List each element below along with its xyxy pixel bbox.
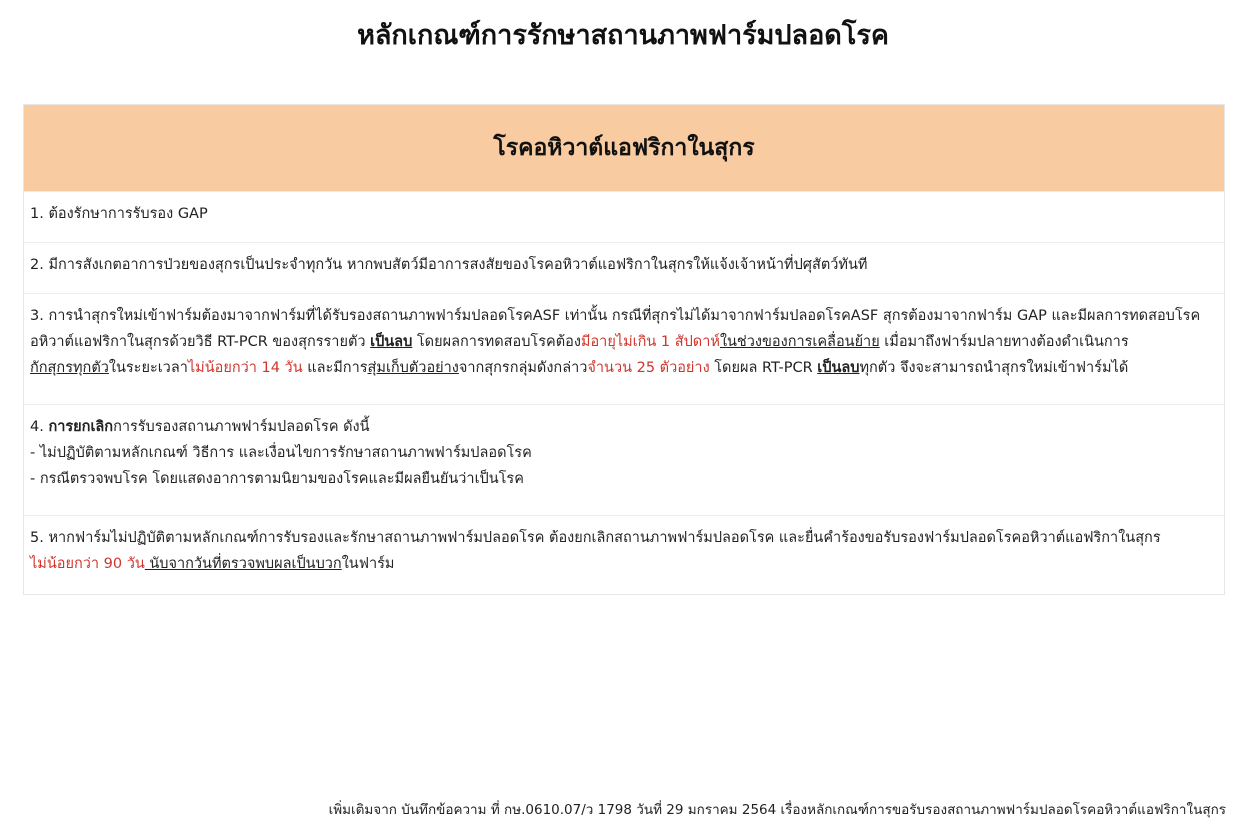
quarantine-emphasis: กักสุกรทุกตัว <box>30 360 109 376</box>
negative-result-emphasis: เป็นลบ <box>817 360 860 376</box>
criteria-panel <box>23 104 1225 595</box>
criteria-item-4 <box>24 404 1224 515</box>
item-text: ต้องรักษาการรับรอง GAP <box>43 206 208 222</box>
sample-count-highlight: จำนวน 25 ตัวอย่าง <box>587 360 710 376</box>
transport-period-emphasis: ในช่วงของการเคลื่อนย้าย <box>719 334 880 350</box>
item-number: 1. <box>30 206 44 222</box>
item-text: หากฟาร์มไม่ปฏิบัติตามหลักเกณฑ์การรับรองและรักษาสถานภาพฟาร์มปลอดโรค ต้องยกเลิกสถานภาพฟาร์มปลอดโรค และยื่นคำร้องขอรับรองฟาร์มปลอดโรคอหิวาต์แอฟริกาในสุกร <box>43 530 1161 546</box>
test-age-highlight: มีอายุไม่เกิน 1 สัปดาห์ <box>580 334 720 350</box>
item-text: การรับรองสถานภาพฟาร์มปลอดโรค ดังนี้ <box>113 419 370 435</box>
item-text: เมื่อมาถึงฟาร์มปลายทางต้องดำเนินการ <box>879 334 1129 350</box>
criteria-item-2 <box>24 242 1224 293</box>
waiting-period-highlight: ไม่น้อยกว่า 90 วัน <box>30 556 145 572</box>
quarantine-days-highlight: ไม่น้อยกว่า 14 วัน <box>187 360 303 376</box>
panel-header: โรคอหิวาต์แอฟริกาในสุกร <box>24 105 1224 191</box>
page-title: หลักเกณฑ์การรักษาสถานภาพฟาร์มปลอดโรค <box>357 20 889 51</box>
revocation-condition-1: - ไม่ปฏิบัติตามหลักเกณฑ์ วิธีการ และเงื่อนไขการรักษาสถานภาพฟาร์มปลอดโรค <box>30 445 532 461</box>
criteria-item-5 <box>24 515 1224 594</box>
item-text: โดยผลการทดสอบโรคต้อง <box>412 334 581 350</box>
item-text: การนำสุกรใหม่เข้าฟาร์มต้องมาจากฟาร์มที่ได้รับรองสถานภาพฟาร์มปลอดโรคASF เท่านั้น กรณีที่สุกรไม่ได้มาจากฟาร์มปลอดโรคASF สุกรต้องมาจากฟาร์ม GAP และมีผลการทดสอบโรคอหิวาต์แอฟริกาในสุกรด้วยวิธี RT-PCR ของสุกรรายตัว <box>30 308 1201 350</box>
item-text: ในระยะเวลา <box>108 360 188 376</box>
item-text: ในฟาร์ม <box>341 556 395 572</box>
item-text: และมีการ <box>302 360 368 376</box>
item-number: 4. <box>30 419 44 435</box>
count-from-emphasis: นับจากวันที่ตรวจพบผลเป็นบวก <box>144 556 342 572</box>
criteria-item-3 <box>24 293 1224 404</box>
item-text: จากสุกรกลุ่มดังกล่าว <box>458 360 588 376</box>
sampling-emphasis: สุ่มเก็บตัวอย่าง <box>367 360 459 376</box>
negative-result-emphasis: เป็นลบ <box>370 334 413 350</box>
reference-footnote: เพิ่มเติมจาก บันทึกข้อความ ที่ กษ.0610.07/ว 1798 วันที่ 29 มกราคม 2564 เรื่องหลักเกณฑ์การขอรับรองสถานภาพฟาร์มปลอดโรคอหิวาต์แอฟริกาในสุกร <box>328 802 1226 818</box>
revocation-condition-2: - กรณีตรวจพบโรค โดยแสดงอาการตามนิยามของโรคและมีผลยืนยันว่าเป็นโรค <box>30 471 524 487</box>
criteria-item-1 <box>24 191 1224 242</box>
item-text: โดยผล RT-PCR <box>709 360 818 376</box>
item-number: 5. <box>30 530 44 546</box>
item-number: 2. <box>30 257 44 273</box>
revocation-emphasis: การยกเลิก <box>48 419 114 435</box>
item-text: ทุกตัว จึงจะสามารถนำสุกรใหม่เข้าฟาร์มได้ <box>859 360 1129 376</box>
item-text: มีการสังเกตอาการป่วยของสุกรเป็นประจำทุกวัน หากพบสัตว์มีอาการสงสัยของโรคอหิวาต์แอฟริกาในสุกรให้แจ้งเจ้าหน้าที่ปศุสัตว์ทันที <box>43 257 868 273</box>
item-number: 3. <box>30 308 44 324</box>
